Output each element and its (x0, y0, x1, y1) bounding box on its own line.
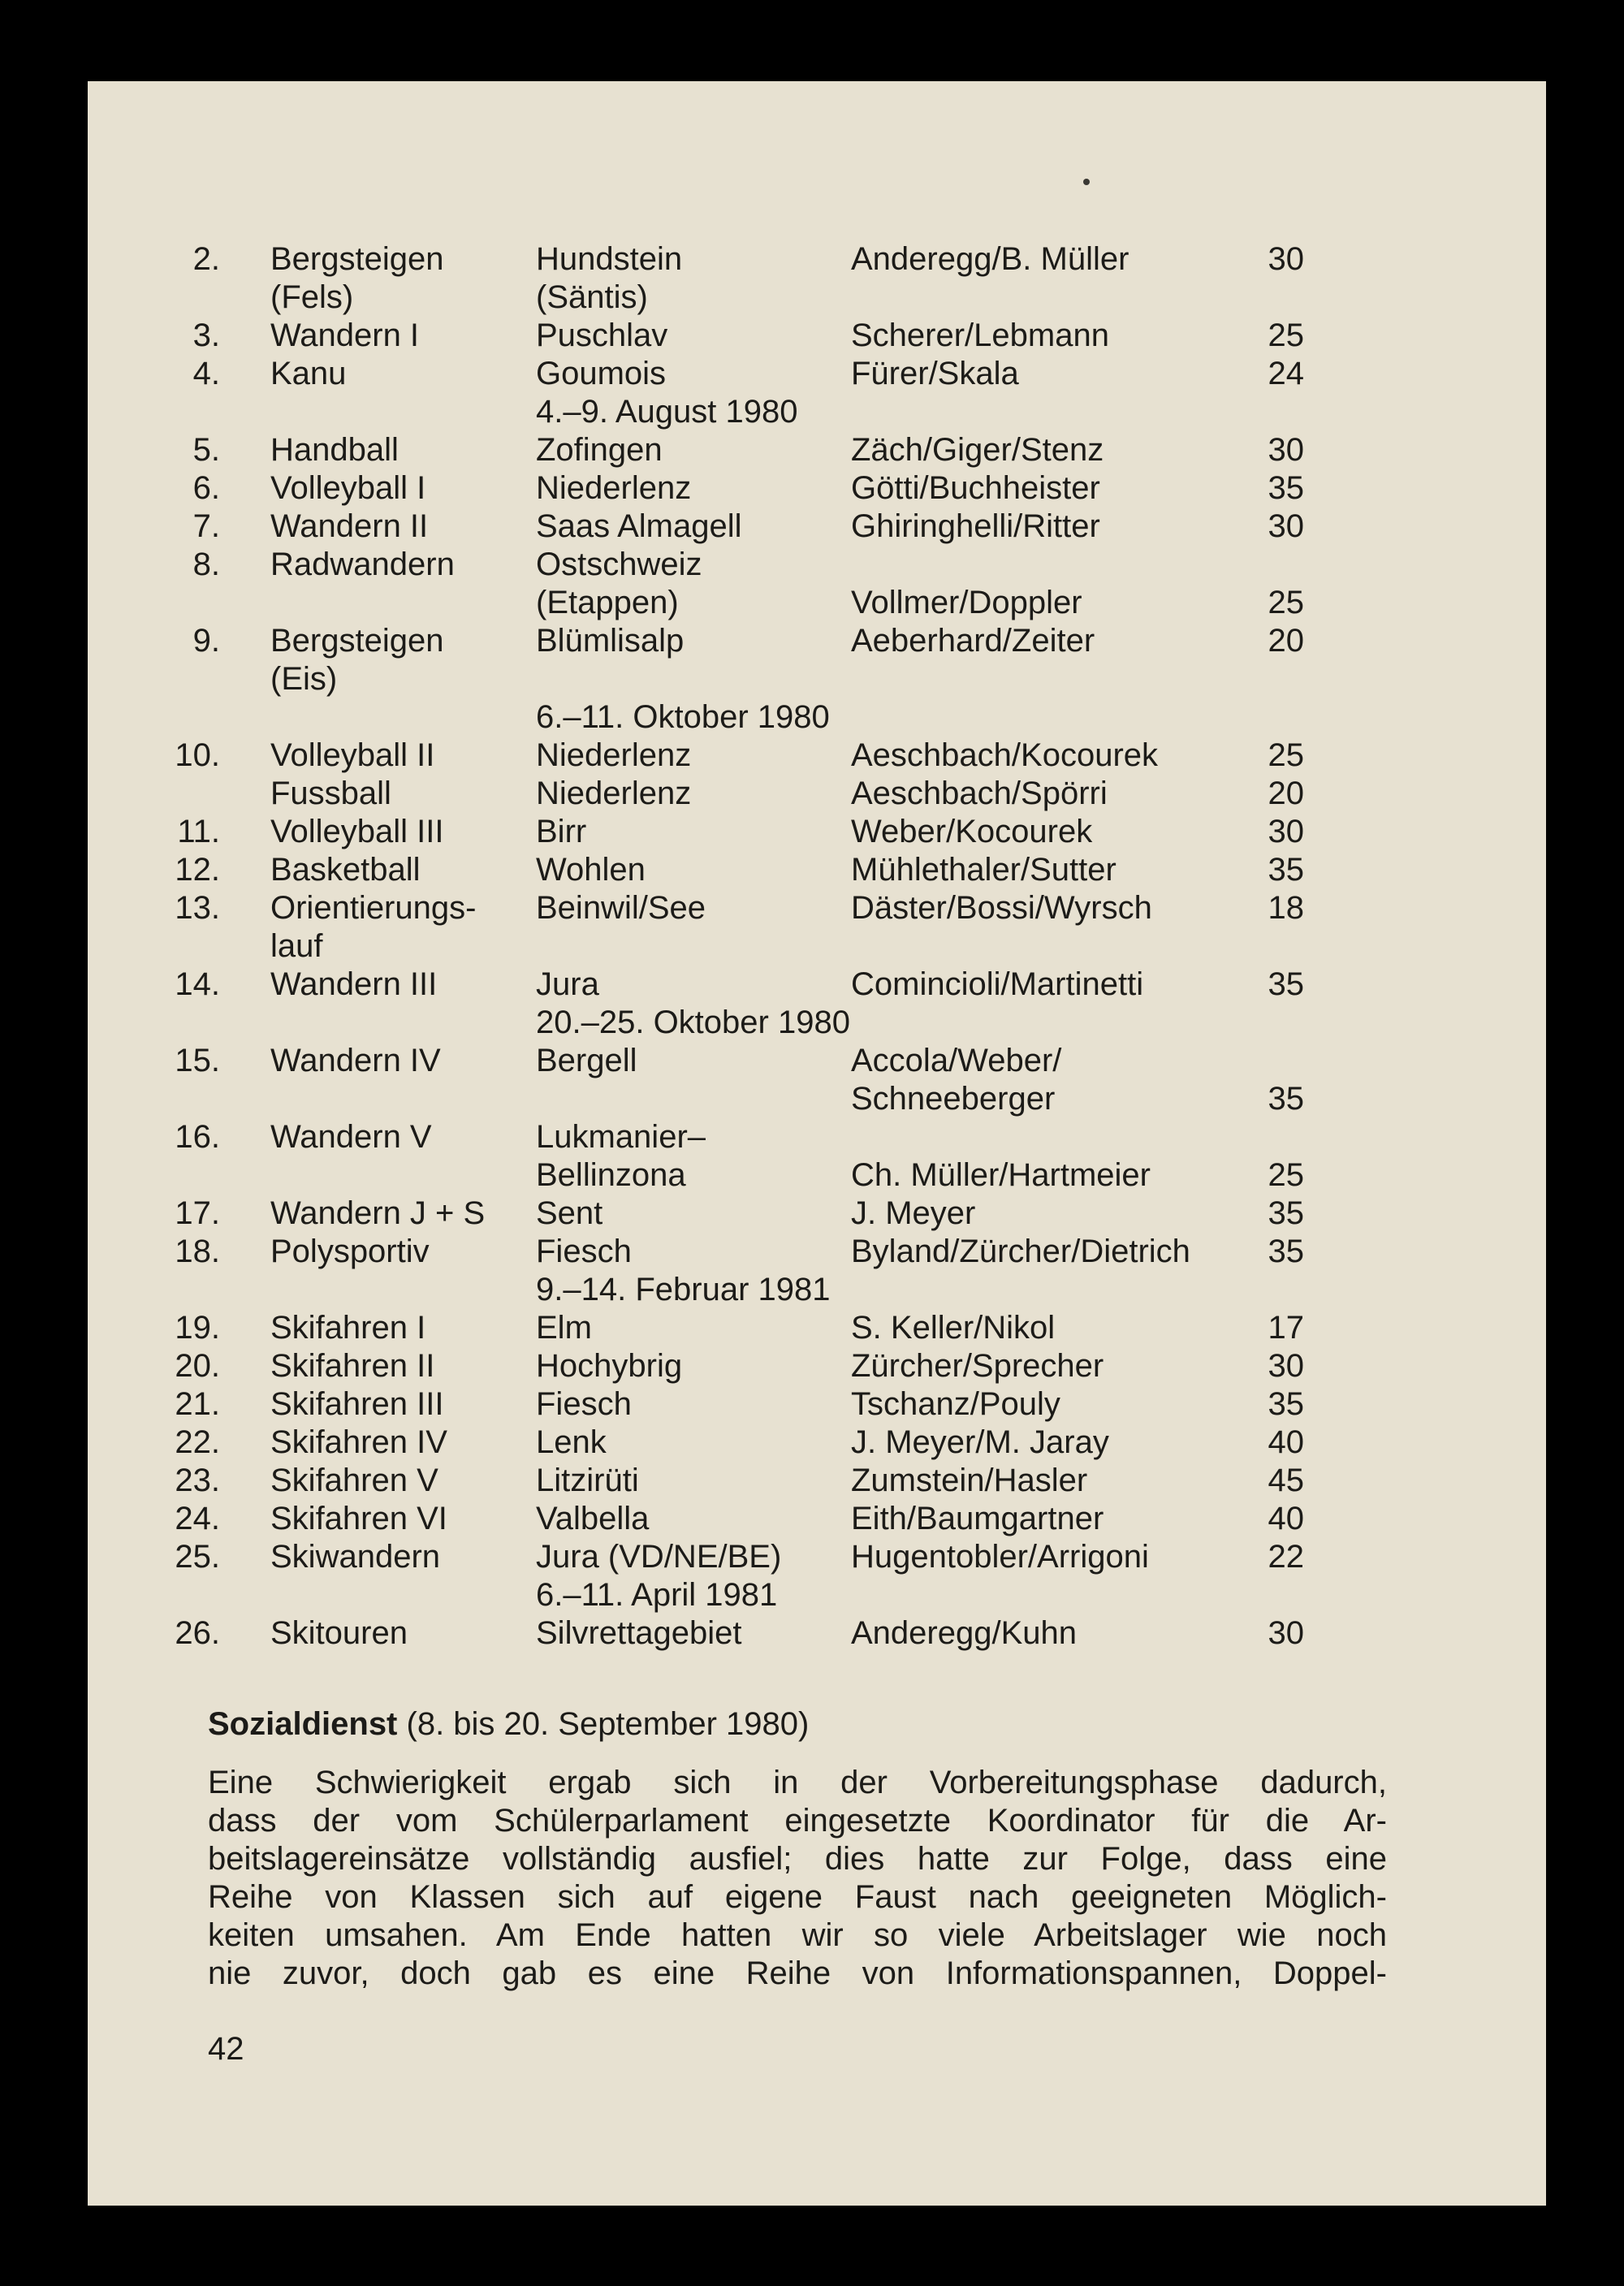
row-number: 2. (192, 241, 220, 277)
row-number: 12. (175, 852, 220, 888)
table-row (88, 660, 1546, 698)
row-number: 3. (192, 318, 220, 353)
table-row (88, 889, 1546, 927)
activity-cell: Radwandern (270, 547, 455, 582)
section-title: Sozialdienst (208, 1706, 398, 1742)
location-cell: Litzirüti (536, 1463, 639, 1498)
table-row (88, 1156, 1546, 1194)
participant-count-cell: 30 (1268, 814, 1304, 849)
location-cell: Lukmanier– (536, 1119, 706, 1155)
participant-count-cell: 25 (1268, 585, 1304, 620)
table-row (88, 1004, 1546, 1041)
location-cell: Birr (536, 814, 587, 849)
participant-count-cell: 20 (1268, 776, 1304, 811)
paragraph-line: Eine Schwierigkeit ergab sich in der Vorbereitungsphase dadurch, (208, 1765, 1387, 1800)
participant-count-cell: 17 (1268, 1310, 1304, 1346)
row-number: 10. (175, 737, 220, 773)
body-paragraph (208, 1764, 1387, 1993)
location-cell: Ostschweiz (536, 547, 702, 582)
leaders-cell: Weber/Kocourek (851, 814, 1093, 849)
leaders-cell: Tschanz/Pouly (851, 1386, 1060, 1422)
activity-cell: lauf (270, 928, 323, 964)
leaders-cell: Mühlethaler/Sutter (851, 852, 1116, 888)
activity-cell: Skifahren II (270, 1348, 435, 1384)
location-cell: Zofingen (536, 432, 663, 468)
activity-cell: Wandern J + S (270, 1195, 486, 1231)
location-cell: Silvrettagebiet (536, 1615, 742, 1651)
participant-count-cell: 24 (1268, 356, 1304, 391)
activity-cell: Skifahren IV (270, 1424, 447, 1460)
row-number: 21. (175, 1386, 220, 1422)
activity-cell: (Eis) (270, 661, 338, 697)
row-number: 18. (175, 1234, 220, 1269)
location-cell: 6.–11. Oktober 1980 (536, 699, 830, 735)
table-row (88, 927, 1546, 965)
leaders-cell: Eith/Baumgartner (851, 1501, 1104, 1536)
leaders-cell: Byland/Zürcher/Dietrich (851, 1234, 1190, 1269)
activity-cell: Skifahren VI (270, 1501, 447, 1536)
row-number: 7. (192, 508, 220, 544)
table-row (88, 1614, 1546, 1652)
leaders-cell: Ghiringhelli/Ritter (851, 508, 1100, 544)
location-cell: 4.–9. August 1980 (536, 394, 798, 430)
paragraph-line: beitslagereinsätze vollständig ausfiel; dies hatte zur Folge, dass eine (208, 1841, 1387, 1877)
table-row (88, 240, 1546, 278)
row-number: 25. (175, 1539, 220, 1575)
paragraph-line: Reihe von Klassen sich auf eigene Faust nach geeigneten Möglich- (208, 1879, 1387, 1915)
activity-cell: Skiwandern (270, 1539, 441, 1575)
leaders-cell: Fürer/Skala (851, 356, 1019, 391)
location-cell: Goumois (536, 356, 667, 391)
table-row (88, 1347, 1546, 1385)
leaders-cell: Anderegg/B. Müller (851, 241, 1129, 277)
table-row (88, 584, 1546, 621)
ink-speck (1083, 179, 1090, 185)
participant-count-cell: 18 (1268, 890, 1304, 926)
location-cell: Valbella (536, 1501, 650, 1536)
participant-count-cell: 35 (1268, 470, 1304, 506)
activity-cell: Volleyball II (270, 737, 435, 773)
table-row (88, 469, 1546, 507)
paragraph-line: keiten umsahen. Am Ende hatten wir so viele Arbeitslager wie noch (208, 1917, 1387, 1953)
leaders-cell: Hugentobler/Arrigoni (851, 1539, 1149, 1575)
leaders-cell: Anderegg/Kuhn (851, 1615, 1078, 1651)
location-cell: Fiesch (536, 1386, 632, 1422)
table-row (88, 1424, 1546, 1461)
table-row (88, 1500, 1546, 1537)
table-row (88, 622, 1546, 659)
participant-count-cell: 35 (1268, 1234, 1304, 1269)
row-number: 9. (192, 623, 220, 659)
location-cell: Niederlenz (536, 470, 692, 506)
table-row (88, 1385, 1546, 1423)
leaders-cell: Aeberhard/Zeiter (851, 623, 1095, 659)
activity-cell: Wandern V (270, 1119, 432, 1155)
location-cell: (Säntis) (536, 279, 648, 315)
table-row (88, 1271, 1546, 1308)
row-number: 19. (175, 1310, 220, 1346)
row-number: 24. (175, 1501, 220, 1536)
location-cell: Lenk (536, 1424, 607, 1460)
leaders-cell: Aeschbach/Spörri (851, 776, 1108, 811)
participant-count-cell: 30 (1268, 1615, 1304, 1651)
participant-count-cell: 35 (1268, 1195, 1304, 1231)
page-number: 42 (208, 2031, 244, 2067)
activity-cell: Orientierungs- (270, 890, 477, 926)
location-cell: Hochybrig (536, 1348, 683, 1384)
participant-count-cell: 22 (1268, 1539, 1304, 1575)
location-cell: Sent (536, 1195, 603, 1231)
leaders-cell: Schneeberger (851, 1081, 1056, 1117)
participant-count-cell: 35 (1268, 852, 1304, 888)
location-cell: Jura (VD/NE/BE) (536, 1539, 782, 1575)
leaders-cell: Däster/Bossi/Wyrsch (851, 890, 1152, 926)
table-row (88, 317, 1546, 354)
table-row (88, 431, 1546, 469)
participant-count-cell: 40 (1268, 1501, 1304, 1536)
leaders-cell: Zürcher/Sprecher (851, 1348, 1104, 1384)
activity-cell: Wandern I (270, 318, 420, 353)
participant-count-cell: 25 (1268, 737, 1304, 773)
participant-count-cell: 30 (1268, 241, 1304, 277)
location-cell: Beinwil/See (536, 890, 706, 926)
activity-cell: Fussball (270, 776, 391, 811)
table-row (88, 1118, 1546, 1156)
participant-count-cell: 35 (1268, 1386, 1304, 1422)
activity-cell: Skitouren (270, 1615, 408, 1651)
activity-cell: Volleyball III (270, 814, 444, 849)
row-number: 4. (192, 356, 220, 391)
participant-count-cell: 40 (1268, 1424, 1304, 1460)
location-cell: Wohlen (536, 852, 646, 888)
table-row (88, 1042, 1546, 1079)
row-number: 17. (175, 1195, 220, 1231)
location-cell: (Etappen) (536, 585, 679, 620)
location-cell: 20.–25. Oktober 1980 (536, 1005, 850, 1040)
table-row (88, 546, 1546, 583)
activity-cell: Bergsteigen (270, 623, 444, 659)
location-cell: Niederlenz (536, 737, 692, 773)
row-number: 8. (192, 547, 220, 582)
table-row (88, 1538, 1546, 1575)
participant-count-cell: 30 (1268, 508, 1304, 544)
activity-cell: (Fels) (270, 279, 354, 315)
table-row (88, 1309, 1546, 1346)
leaders-cell: S. Keller/Nikol (851, 1310, 1056, 1346)
participant-count-cell: 20 (1268, 623, 1304, 659)
row-number: 13. (175, 890, 220, 926)
activity-cell: Wandern II (270, 508, 429, 544)
row-number: 26. (175, 1615, 220, 1651)
leaders-cell: Scherer/Lebmann (851, 318, 1109, 353)
leaders-cell: Zäch/Giger/Stenz (851, 432, 1104, 468)
leaders-cell: Zumstein/Hasler (851, 1463, 1088, 1498)
activity-cell: Wandern IV (270, 1043, 441, 1078)
row-number: 5. (192, 432, 220, 468)
location-cell: Hundstein (536, 241, 683, 277)
table-row (88, 393, 1546, 430)
location-cell: Elm (536, 1310, 592, 1346)
participant-count-cell: 30 (1268, 1348, 1304, 1384)
leaders-cell: Götti/Buchheister (851, 470, 1100, 506)
leaders-cell: Comincioli/Martinetti (851, 966, 1144, 1002)
table-row (88, 737, 1546, 774)
participant-count-cell: 35 (1268, 966, 1304, 1002)
table-row (88, 1080, 1546, 1117)
leaders-cell: J. Meyer (851, 1195, 976, 1231)
table-row (88, 813, 1546, 850)
row-number: 20. (175, 1348, 220, 1384)
table-row (88, 279, 1546, 316)
row-number: 16. (175, 1119, 220, 1155)
table-row (88, 698, 1546, 736)
activity-cell: Volleyball I (270, 470, 426, 506)
section-heading (208, 1705, 809, 1743)
location-cell: Fiesch (536, 1234, 632, 1269)
activity-cell: Skifahren III (270, 1386, 444, 1422)
leaders-cell: Ch. Müller/Hartmeier (851, 1157, 1151, 1193)
table-row (88, 966, 1546, 1003)
activity-cell: Kanu (270, 356, 347, 391)
location-cell: Blümlisalp (536, 623, 685, 659)
leaders-cell: Vollmer/Doppler (851, 585, 1082, 620)
row-number: 22. (175, 1424, 220, 1460)
activity-cell: Bergsteigen (270, 241, 444, 277)
row-number: 11. (177, 814, 220, 849)
table-row (88, 775, 1546, 812)
activity-cell: Wandern III (270, 966, 438, 1002)
row-number: 14. (175, 966, 220, 1002)
participant-count-cell: 25 (1268, 318, 1304, 353)
paragraph-line: dass der vom Schülerparlament eingesetzte Koordinator für die Ar- (208, 1803, 1387, 1839)
table-row (88, 1195, 1546, 1232)
table-row (88, 1233, 1546, 1270)
activity-cell: Skifahren V (270, 1463, 438, 1498)
table-row (88, 355, 1546, 392)
location-cell: Bellinzona (536, 1157, 686, 1193)
table-row (88, 1462, 1546, 1499)
location-cell: Niederlenz (536, 776, 692, 811)
row-number: 23. (175, 1463, 220, 1498)
location-cell: Puschlav (536, 318, 668, 353)
participant-count-cell: 45 (1268, 1463, 1304, 1498)
leaders-cell: Accola/Weber/ (851, 1043, 1062, 1078)
leaders-cell: J. Meyer/M. Jaray (851, 1424, 1109, 1460)
activity-cell: Handball (270, 432, 399, 468)
leaders-cell: Aeschbach/Kocourek (851, 737, 1159, 773)
row-number: 6. (192, 470, 220, 506)
participant-count-cell: 35 (1268, 1081, 1304, 1117)
activity-cell: Polysportiv (270, 1234, 430, 1269)
document-page (88, 81, 1546, 2206)
table-row (88, 851, 1546, 888)
activity-cell: Skifahren I (270, 1310, 426, 1346)
location-cell: 6.–11. April 1981 (536, 1577, 778, 1613)
table-row (88, 1576, 1546, 1614)
location-cell: Saas Almagell (536, 508, 742, 544)
activity-cell: Basketball (270, 852, 421, 888)
table-row (88, 508, 1546, 545)
location-cell: Jura (536, 966, 599, 1002)
location-cell: Bergell (536, 1043, 637, 1078)
row-number: 15. (175, 1043, 220, 1078)
section-subtitle: (8. bis 20. September 1980) (397, 1706, 810, 1742)
participant-count-cell: 25 (1268, 1157, 1304, 1193)
location-cell: 9.–14. Februar 1981 (536, 1272, 831, 1307)
paragraph-line: nie zuvor, doch gab es eine Reihe von Informationspannen, Doppel- (208, 1955, 1387, 1991)
participant-count-cell: 30 (1268, 432, 1304, 468)
